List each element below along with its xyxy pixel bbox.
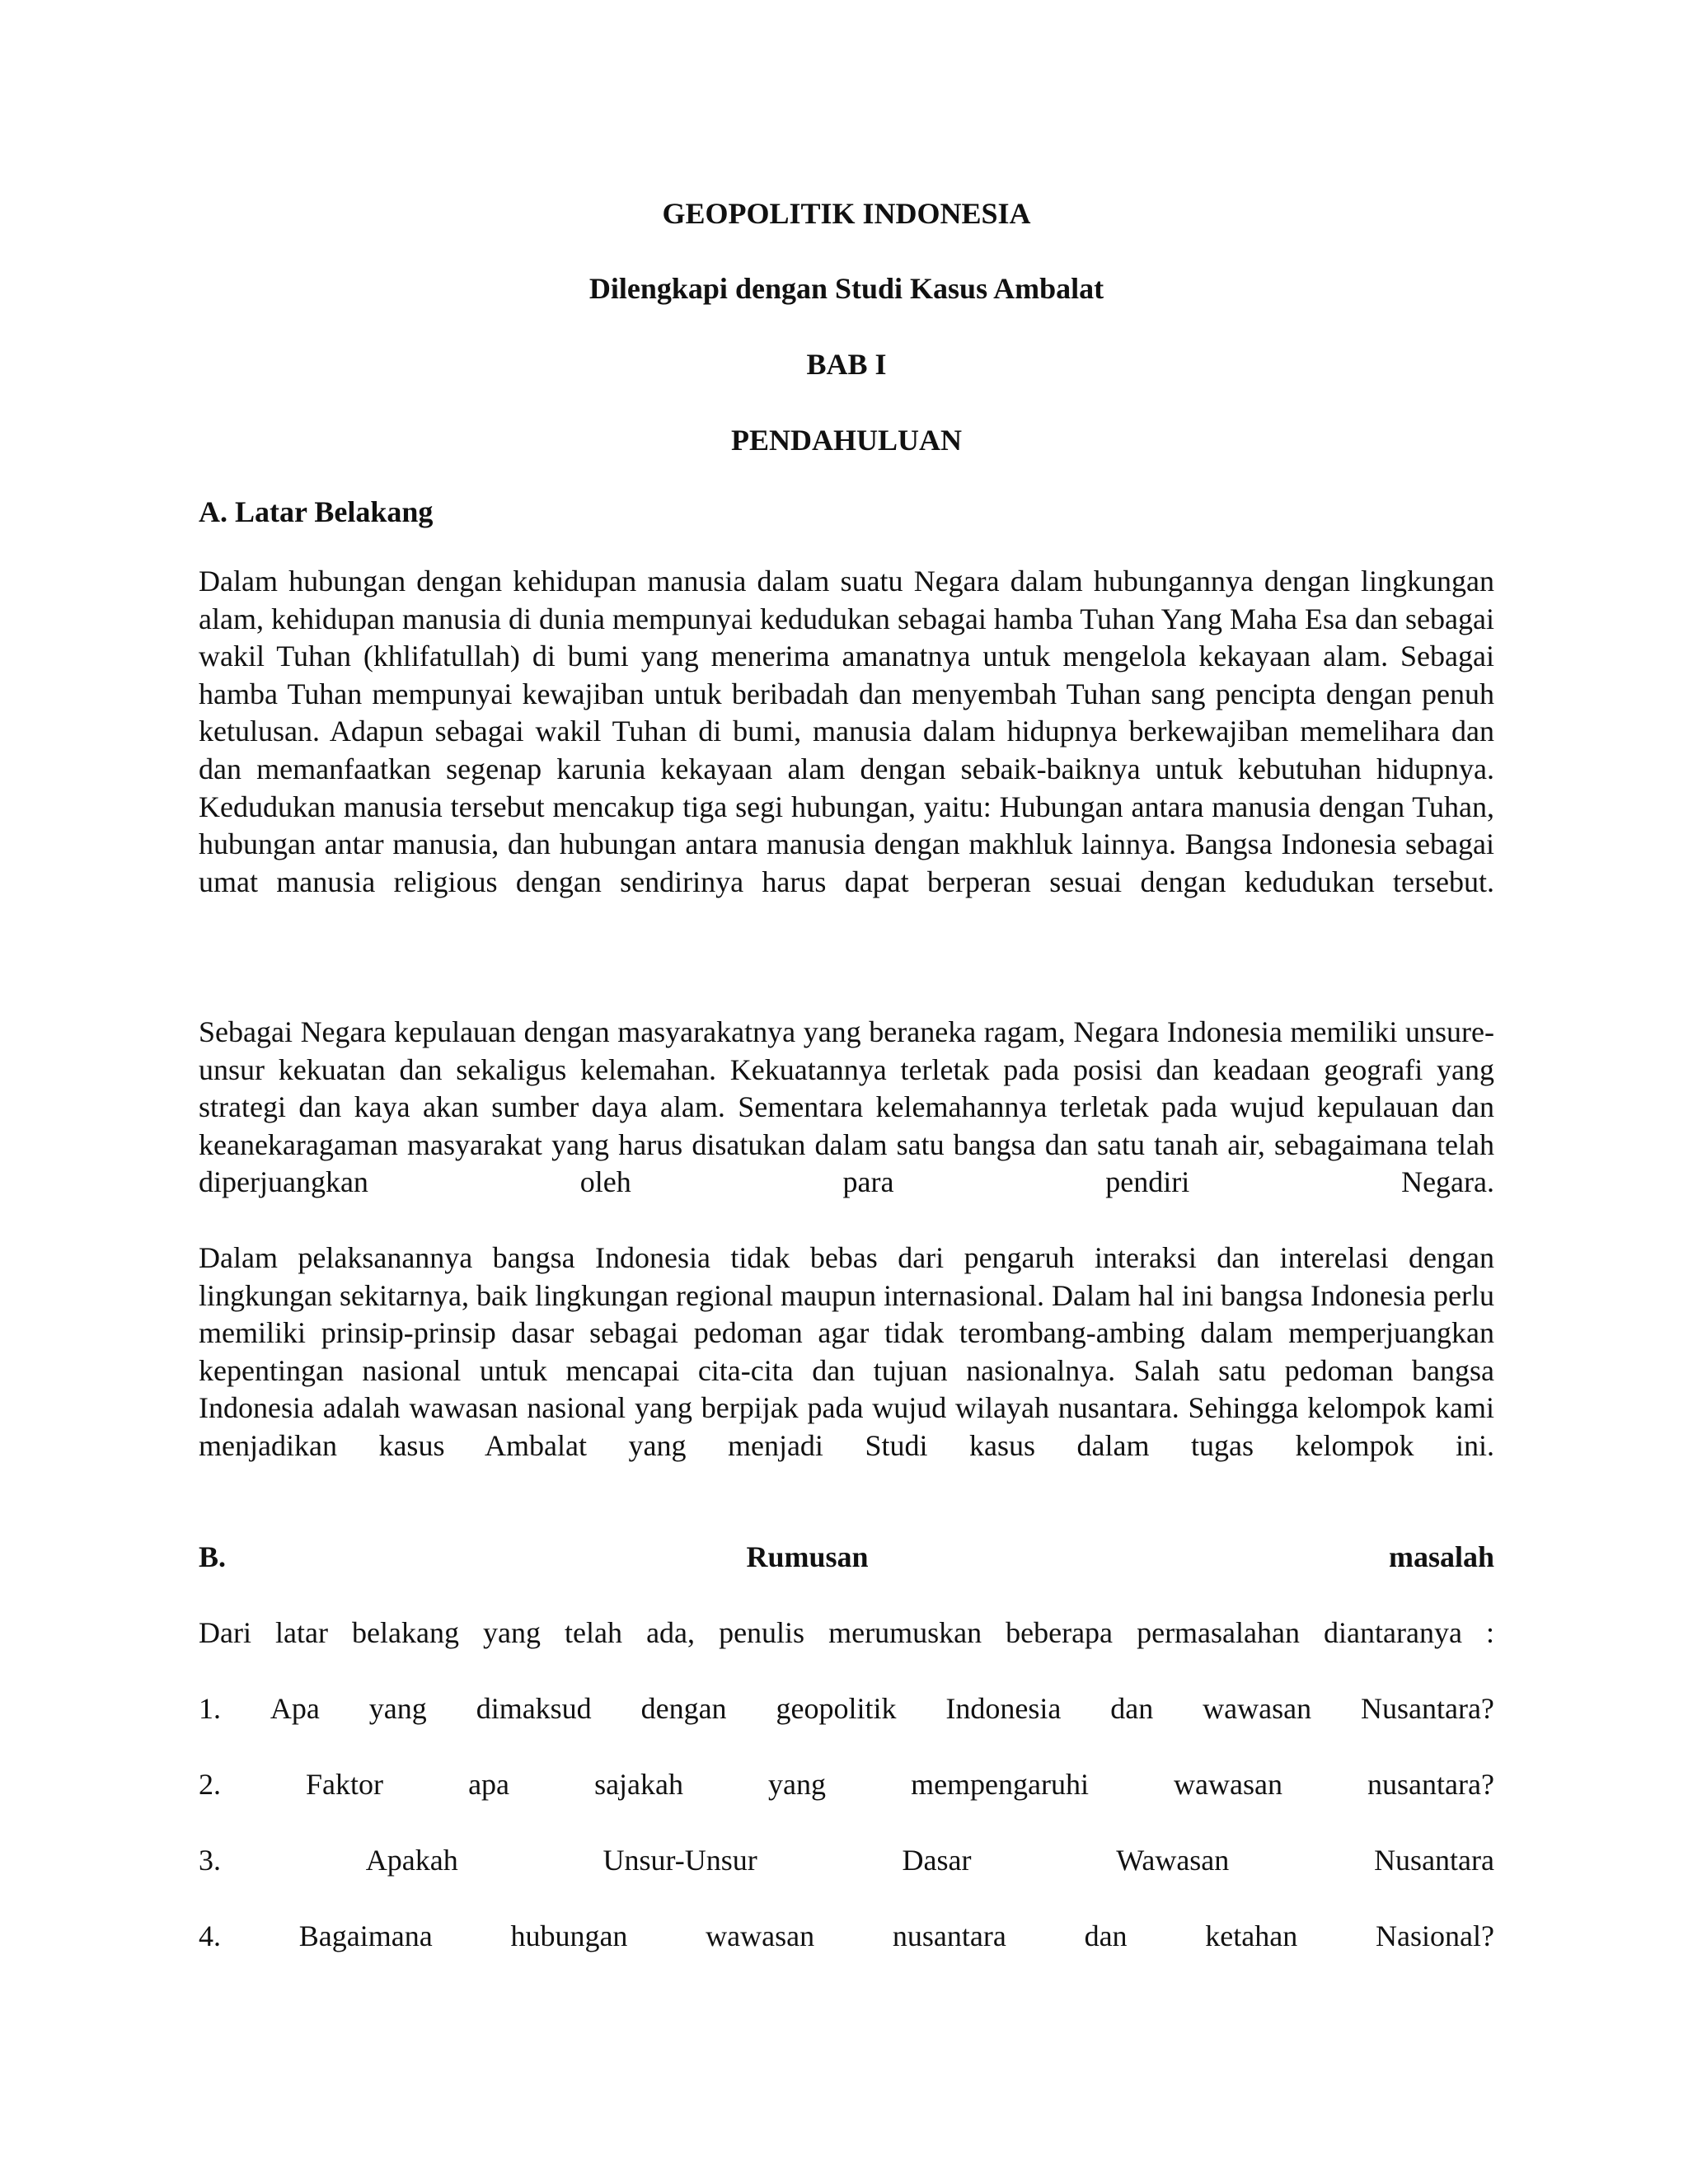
section-b-letter: B. bbox=[199, 1540, 227, 1573]
section-b-heading bbox=[199, 1539, 1494, 1575]
question-word: Nasional? bbox=[1375, 1919, 1494, 1952]
question-word: yang bbox=[768, 1768, 827, 1801]
question-word: Unsur-Unsur bbox=[603, 1844, 757, 1877]
question-word: apa bbox=[468, 1768, 510, 1801]
question-word: dimaksud bbox=[476, 1692, 592, 1725]
section-b-word: Rumusan bbox=[746, 1540, 869, 1573]
question-word: hubungan bbox=[510, 1919, 628, 1952]
question-1 bbox=[199, 1690, 1494, 1727]
question-4 bbox=[199, 1918, 1494, 1954]
question-word: Wawasan bbox=[1116, 1844, 1230, 1877]
question-word: 3. bbox=[199, 1844, 221, 1877]
background-paragraph-2: Sebagai Negara kepulauan dengan masyarakatnya yang beraneka ragam, Negara Indonesia memiliki unsure-unsur kekuatan dan sekaligus kelemahan. Kekuatannya terletak pada posisi dan keadaan geografi yang strategi dan kaya akan sumber daya alam. Sementara kelemahannya terletak pada wujud kepulauan dan keanekaragaman masyarakat yang harus disatukan dalam satu bangsa dan satu tanah air, sebagaimana telah diperjuangkan oleh para pendiri Negara. bbox=[199, 1015, 1494, 1199]
question-word: wawasan bbox=[1203, 1692, 1312, 1725]
background-paragraph-3: Dalam pelaksanannya bangsa Indonesia tidak bebas dari pengaruh interaksi dan interelasi dengan lingkungan sekitarnya, baik lingkungan regional maupun internasional. Dalam hal ini bangsa Indonesia perlu memiliki prinsip-prinsip dasar sebagai pedoman agar tidak terombang-ambing dalam memperjuangkan kepentingan nasional untuk mencapai cita-cita dan tujuan nasionalnya. Salah satu pedoman bangsa Indonesia adalah wawasan nasional yang berpijak pada wujud wilayah nusantara. Sehingga kelompok kami menjadikan kasus Ambalat yang menjadi Studi kasus dalam tugas kelompok ini. bbox=[199, 1241, 1494, 1462]
chapter-title: PENDAHULUAN bbox=[730, 424, 962, 457]
question-word: Bagaimana bbox=[298, 1919, 433, 1952]
question-word: wawasan bbox=[1174, 1768, 1282, 1801]
question-word: 2. bbox=[199, 1768, 221, 1801]
chapter-label: BAB I bbox=[806, 348, 887, 381]
question-word: dan bbox=[1110, 1692, 1154, 1725]
question-word: Apakah bbox=[365, 1844, 458, 1877]
question-3 bbox=[199, 1842, 1494, 1878]
question-word: nusantara bbox=[892, 1919, 1006, 1952]
question-word: Indonesia bbox=[945, 1692, 1062, 1725]
question-2 bbox=[199, 1766, 1494, 1802]
question-word: Nusantara bbox=[1374, 1844, 1494, 1877]
question-word: Faktor bbox=[306, 1768, 384, 1801]
question-word: wawasan bbox=[706, 1919, 815, 1952]
question-word: ketahan bbox=[1205, 1919, 1298, 1952]
question-word: sajakah bbox=[594, 1768, 684, 1801]
question-word: mempengaruhi bbox=[911, 1768, 1089, 1801]
question-word: nusantara? bbox=[1367, 1768, 1494, 1801]
section-a-heading: A. Latar Belakang bbox=[199, 495, 434, 528]
question-word: 1. bbox=[199, 1692, 221, 1725]
question-word: geopolitik bbox=[776, 1692, 897, 1725]
question-word: 4. bbox=[199, 1919, 221, 1952]
background-paragraph-1: Dalam hubungan dengan kehidupan manusia dalam suatu Negara dalam hubungannya dengan lingkungan alam, kehidupan manusia di dunia mempunyai kedudukan sebagai hamba Tuhan Yang Maha Esa dan sebagai wakil Tuhan (khlifatullah) di bumi yang menerima amanatnya untuk mengelola kekayaan alam. Sebagai hamba Tuhan mempunyai kewajiban untuk beribadah dan menyembah Tuhan sang pencipta dengan penuh ketulusan. Adapun sebagai wakil Tuhan di bumi, manusia dalam hidupnya berkewajiban memelihara dan dan memanfaatkan segenap karunia kekayaan alam dengan sebaik-baiknya untuk kebutuhan hidupnya. Kedudukan manusia tersebut mencakup tiga segi hubungan, yaitu: Hubungan antara manusia dengan Tuhan, hubungan antar manusia, dan hubungan antara manusia dengan makhluk lainnya. Bangsa Indonesia sebagai umat manusia religious dengan sendirinya harus dapat berperan sesuai dengan kedudukan tersebut. bbox=[199, 565, 1494, 898]
section-b-word: masalah bbox=[1388, 1540, 1494, 1573]
question-word: Dasar bbox=[902, 1844, 972, 1877]
question-word: yang bbox=[368, 1692, 427, 1725]
problem-intro: Dari latar belakang yang telah ada, penulis merumuskan beberapa permasalahan diantaranya : bbox=[199, 1616, 1494, 1649]
question-word: Nusantara? bbox=[1361, 1692, 1494, 1725]
document-title: GEOPOLITIK INDONESIA bbox=[662, 197, 1031, 230]
document-page bbox=[199, 0, 1494, 2184]
question-word: dan bbox=[1084, 1919, 1128, 1952]
document-subtitle: Dilengkapi dengan Studi Kasus Ambalat bbox=[588, 272, 1104, 305]
question-word: Apa bbox=[270, 1692, 320, 1725]
question-word: dengan bbox=[640, 1692, 727, 1725]
